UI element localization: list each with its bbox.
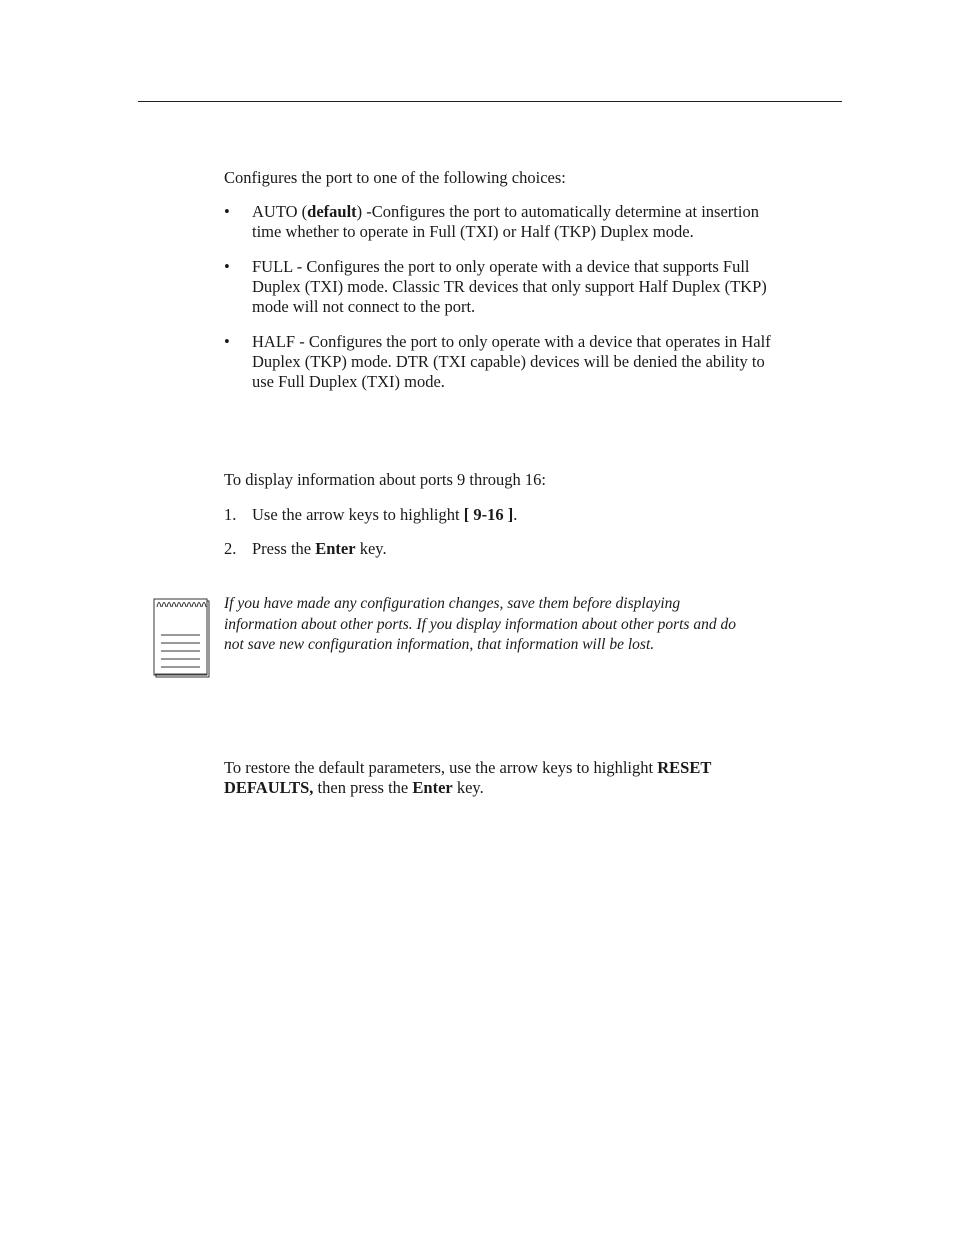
note-line1: If you have made any configuration changes, save them before displaying — [224, 595, 681, 612]
step-1-post: . — [513, 505, 518, 524]
step-2-post: key. — [355, 539, 387, 558]
note-line3: not save new configuration information, that information will be lost. — [224, 636, 655, 653]
bullet-full-line3: mode will not connect to the port. — [252, 297, 476, 316]
step-2-pre: Press the — [252, 539, 316, 558]
bullet-full-text — [252, 257, 852, 317]
bullet-marker: • — [224, 332, 230, 351]
bullet-auto-line2: time whether to operate in Full (TXI) or Half (TKP) Duplex mode. — [252, 222, 694, 241]
note-text — [224, 594, 736, 656]
reset-keyword: RESET — [657, 758, 712, 777]
bullet-auto-post: ) -Configures the port to automatically determine at insertion — [356, 202, 759, 221]
bullet-full-line2: Duplex (TXI) mode. Classic TR devices that only support Half Duplex (TKP) — [252, 277, 767, 296]
step-2-key: Enter — [315, 539, 356, 558]
section1-intro: Configures the port to one of the following choices: — [224, 168, 566, 187]
bullet-marker: • — [224, 202, 230, 221]
step-1-text — [252, 505, 852, 525]
bullet-marker: • — [224, 257, 230, 276]
bullet-auto-text — [252, 202, 852, 242]
section3-text — [224, 758, 711, 798]
bullet-auto-pre: AUTO ( — [252, 202, 308, 221]
notepad-icon — [152, 595, 212, 681]
section3-line2-post: key. — [452, 778, 484, 797]
bullet-half-line1: HALF - Configures the port to only operate with a device that operates in Half — [252, 332, 771, 351]
defaults-keyword: DEFAULTS, — [224, 778, 314, 797]
step-1-pre: Use the arrow keys to highlight — [252, 505, 464, 524]
bullet-half-line2: Duplex (TKP) mode. DTR (TXI capable) devices will be denied the ability to — [252, 352, 765, 371]
bullet-half-line3: use Full Duplex (TXI) mode. — [252, 372, 445, 391]
step-2-text — [252, 539, 852, 559]
bullet-full-line1: FULL - Configures the port to only operate with a device that supports Full — [252, 257, 750, 276]
step-1-key: [ 9-16 ] — [463, 505, 514, 524]
note-line2: information about other ports. If you display information about other ports and do — [224, 615, 736, 633]
section3-line2-mid: then press the — [313, 778, 413, 797]
bullet-half-text — [252, 332, 852, 392]
section2-intro: To display information about ports 9 through 16: — [224, 470, 546, 489]
enter-keyword: Enter — [412, 778, 453, 797]
step-number: 2. — [224, 539, 237, 558]
bullet-auto-bold: default — [307, 202, 357, 221]
header-rule — [138, 101, 842, 102]
section3-line1-pre: To restore the default parameters, use the arrow keys to highlight — [224, 758, 658, 777]
step-number: 1. — [224, 505, 237, 524]
